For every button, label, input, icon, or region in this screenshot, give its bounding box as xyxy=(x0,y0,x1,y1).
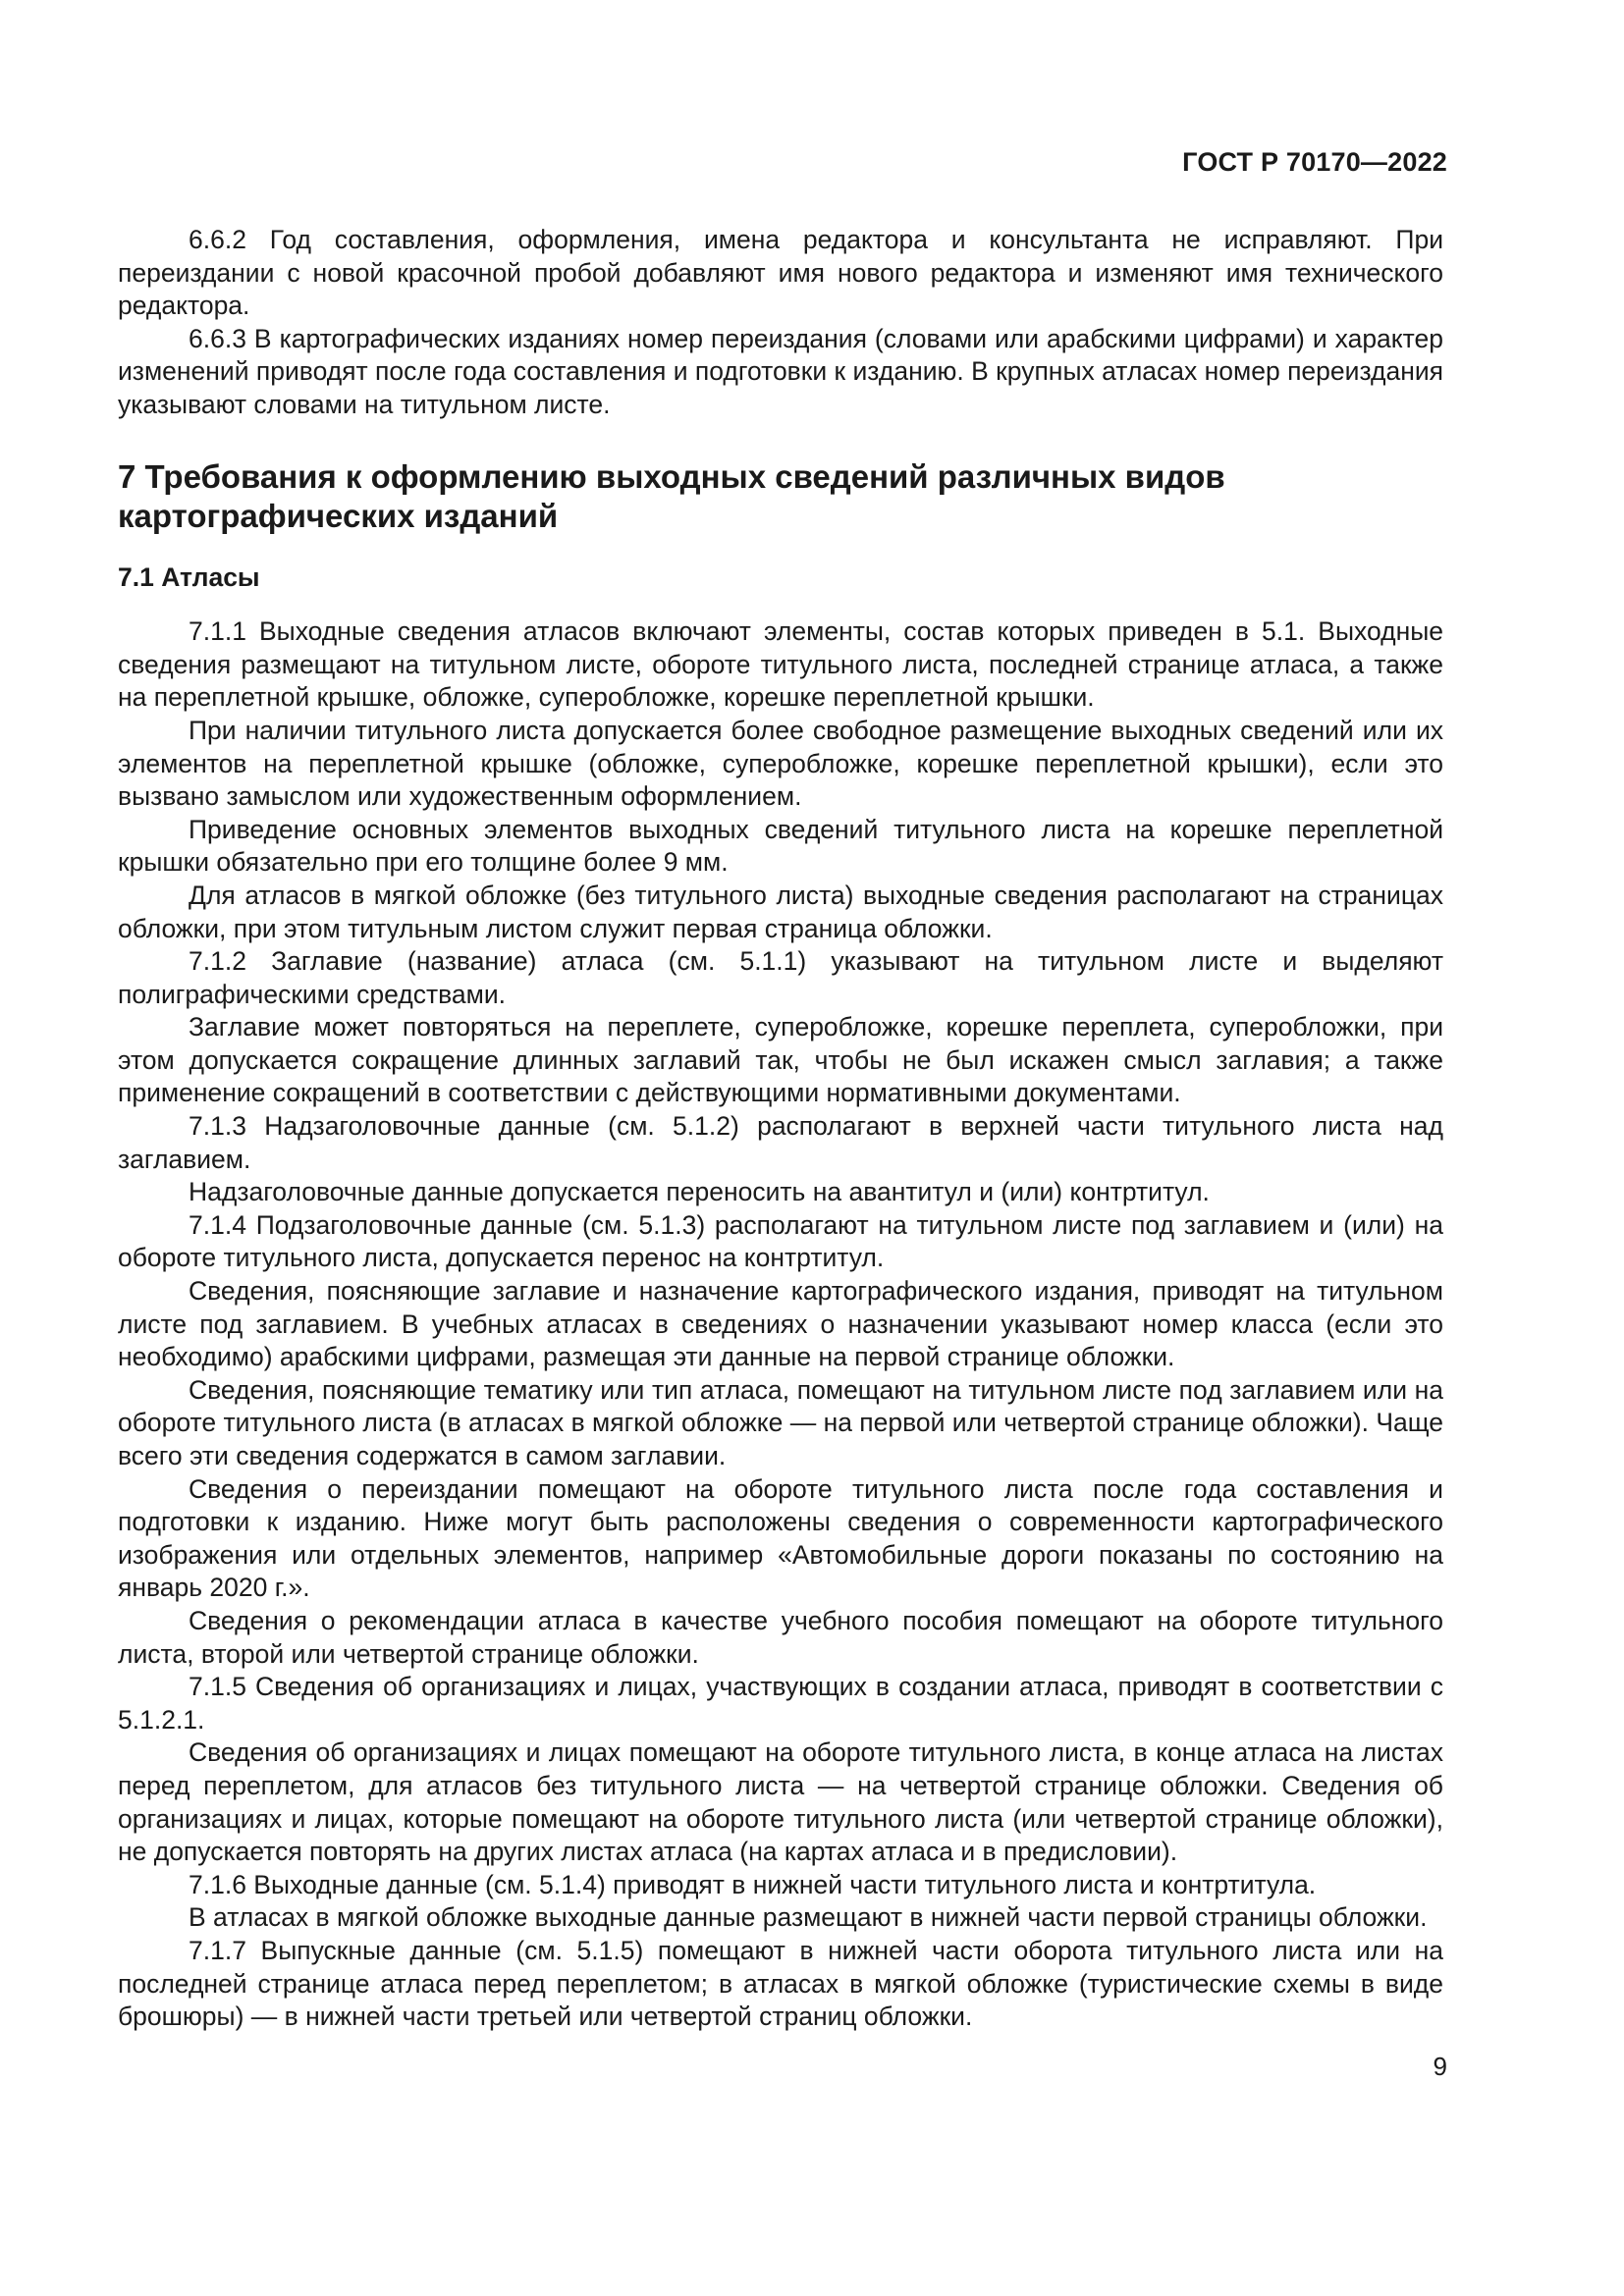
paragraph: 7.1.5 Сведения об организациях и лицах, участвующих в создании атласа, приводят в соответствии с 5.1.2.1. xyxy=(118,1672,1443,1735)
paragraph: 7.1.1 Выходные сведения атласов включают элементы, состав которых приведен в 5.1. Выходные сведения размещают на титульном листе, обороте титульного листа, последней странице атласа, а также на переплетной крышке, обложке, суперобложке, корешке переплетной крышки. xyxy=(118,616,1443,713)
paragraph: При наличии титульного листа допускается более свободное размещение выходных сведений или их элементов на переплетной крышке (обложке, суперобложке, корешке переплетной крышки), если это вызвано замыслом или художественным оформлением. xyxy=(118,715,1443,812)
paragraph: Для атласов в мягкой обложке (без титульного листа) выходные сведения располагают на страницах обложки, при этом титульным листом служит первая страница обложки. xyxy=(118,880,1443,943)
document-code: ГОСТ Р 70170—2022 xyxy=(1182,147,1447,177)
paragraph-6-6-3: 6.6.3 В картографических изданиях номер переиздания (словами или арабскими цифрами) и характер изменений приводят после года составления и подготовки к изданию. В крупных атласах номер переиздания указывают словами на титульном листе. xyxy=(118,323,1443,419)
paragraph: 7.1.6 Выходные данные (см. 5.1.4) приводят в нижней части титульного листа и контртитула. xyxy=(189,1869,1317,1899)
paragraph-6-6-2: 6.6.2 Год составления, оформления, имена редактора и консультанта не исправляют. При переиздании с новой красочной пробой добавляют имя нового редактора и изменяют имя технического редактора. xyxy=(118,225,1443,321)
paragraph: Сведения о переиздании помещают на обороте титульного листа после года составления и подготовки к изданию. Ниже могут быть расположены сведения о современности картографического изображения или отдельных элементов, например «Автомобильные дороги показаны по состоянию на январь 2020 г.». xyxy=(118,1473,1443,1603)
paragraph: 7.1.7 Выпускные данные (см. 5.1.5) помещают в нижней части оборота титульного листа или на последней странице атласа перед переплетом; в атласах в мягкой обложке (туристические схемы в виде брошюры) — в нижней части третьей или четвертой страниц обложки. xyxy=(118,1935,1443,2032)
paragraph: Надзаголовочные данные допускается переносить на авантитул и (или) контртитул. xyxy=(189,1177,1210,1207)
paragraph: Сведения, поясняющие заглавие и назначение картографического издания, приводят на титульном листе под заглавием. В учебных атласах в сведениях о назначении указывают номер класса (если это необходимо) арабскими цифрами, размещая эти данные на первой странице обложки. xyxy=(118,1276,1443,1372)
paragraph: 7.1.3 Надзаголовочные данные (см. 5.1.2) располагают в верхней части титульного листа над заглавием. xyxy=(118,1111,1443,1174)
paragraph: Сведения о рекомендации атласа в качестве учебного пособия помещают на обороте титульного листа, второй или четвертой странице обложки. xyxy=(118,1605,1443,1669)
section-title: 7 Требования к оформлению выходных сведений различных видов картографических изданий xyxy=(118,457,1225,534)
page-number: 9 xyxy=(1433,2052,1447,2081)
paragraph: 7.1.4 Подзаголовочные данные (см. 5.1.3) располагают на титульном листе под заглавием и (или) на обороте титульного листа, допускается перенос на контртитул. xyxy=(118,1209,1443,1273)
paragraph: Заглавие может повторяться на переплете, суперобложке, корешке переплета, суперобложки, при этом допускается сокращение длинных заглавий так, чтобы не был искажен смысл заглавия; а также применение сокращений в соответствии с действующими нормативными документами. xyxy=(118,1012,1443,1108)
paragraph: Сведения об организациях и лицах помещают на обороте титульного листа, в конце атласа на листах перед переплетом, для атласов без титульного листа — на четвертой странице обложки. Сведения об организациях и лицах, которые помещают на обороте титульного листа (или четвертой странице обложки), не допускается повторять на других листах атласа (на картах атласа и в предисловии). xyxy=(118,1737,1443,1867)
paragraph: В атласах в мягкой обложке выходные данные размещают в нижней части первой страницы обложки. xyxy=(189,1902,1428,1933)
subsection-title: 7.1 Атласы xyxy=(118,561,260,592)
paragraph: 7.1.2 Заглавие (название) атласа (см. 5.1.1) указывают на титульном листе и выделяют полиграфическими средствами. xyxy=(118,946,1443,1009)
paragraph: Приведение основных элементов выходных сведений титульного листа на корешке переплетной крышки обязательно при его толщине более 9 мм. xyxy=(118,814,1443,878)
paragraph: Сведения, поясняющие тематику или тип атласа, помещают на титульном листе под заглавием или на обороте титульного листа (в атласах в мягкой обложке — на первой или четвертой странице обложки). Чаще всего эти сведения содержатся в самом заглавии. xyxy=(118,1374,1443,1470)
page-content xyxy=(118,224,1443,2034)
